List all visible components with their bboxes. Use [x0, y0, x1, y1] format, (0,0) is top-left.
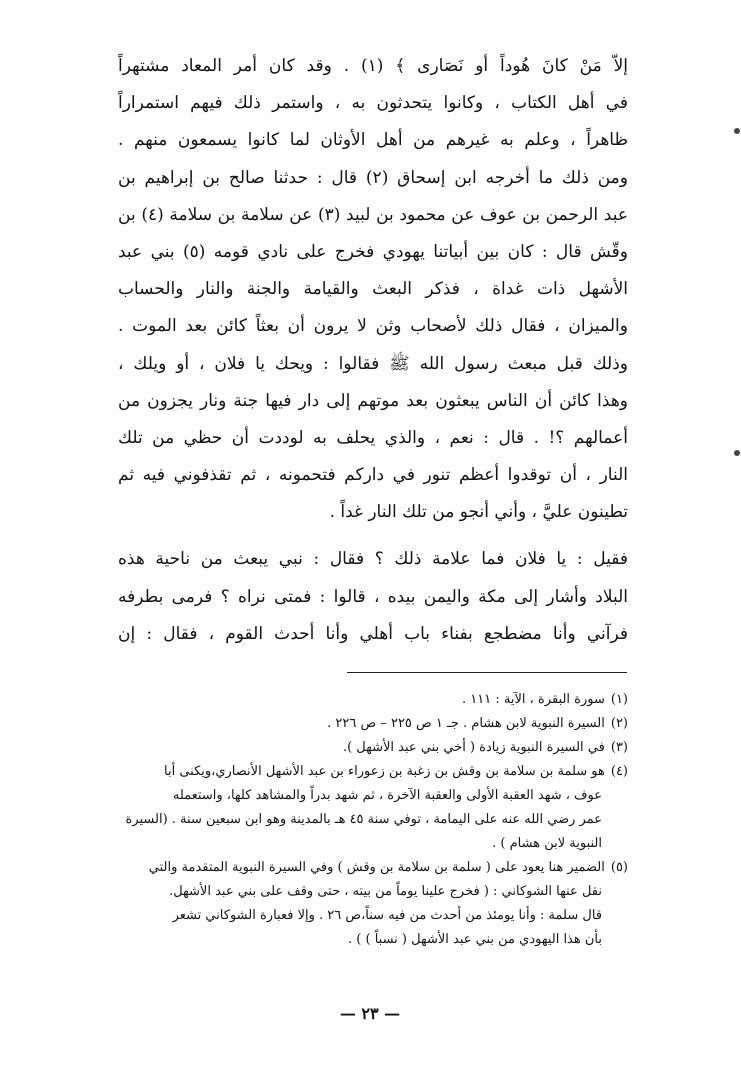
paragraph-gap	[118, 531, 628, 541]
footnote	[118, 688, 628, 712]
text-line: والميزان ، فقال ذلك لأصحاب وثن لا يرون أن بعثاً كائن بعد الموت .	[118, 316, 628, 337]
footnote-text: نقل عنها الشوكاني : ( فخرج علينا يوماً من بيته ، حتى وقف على بني عبد الأشهل.	[169, 884, 602, 899]
text-line: إلاّ مَنْ كانَ هُوداً أو نَصَارى ﴾ (١) . وقد كان أمر المعاد مشتهراً	[118, 56, 628, 76]
text-line: وقّش قال : كان بين أبياتنا يهودي فخرج على نادي قومه (٥) بني عبد	[118, 241, 628, 262]
footnote	[118, 736, 628, 760]
text-line: ومن ذلك ما أخرجه ابن إسحاق (٢) قال : حدثنا صالح بن إبراهيم بن	[118, 167, 628, 188]
footnote-text: سورة البقرة ، الآية : ١١١ .	[462, 692, 605, 707]
footnote-text: في السيرة النبوية زيادة ( أخي بني عبد الأشهل ).	[342, 740, 605, 755]
footnote-number: (٣)	[610, 740, 628, 755]
text-line: فقيل : يا فلان فما علامة ذلك ؟ فقال : نبي يبعث من ناحية هذه	[118, 549, 628, 570]
footnote-number: (٤)	[610, 764, 628, 779]
footnote-text: السيرة النبوية لابن هشام . جـ ١ ص ٢٢٥ – ص ٢٢٦ .	[327, 716, 605, 731]
margin-dot-top	[734, 128, 740, 134]
footnote-text: بأن هذا اليهودي من بني عبد الأشهل ( نسباً ) ) .	[348, 932, 602, 947]
text-line: تطينون عليَّ ، وأني أنجو من تلك النار غداً .	[329, 502, 628, 523]
text-line: ظاهراً ، وعلم به غيرهم من أهل الأوثان لما كانوا يسمعون منهم .	[118, 130, 628, 151]
footnote	[118, 712, 628, 736]
footnotes	[118, 688, 628, 952]
footnote-text: عوف ، شهد العقبة الأولى والعقبة الآخرة ، ثم شهد بدراً والمشاهد كلها، واستعمله	[172, 788, 602, 803]
page-number: — ٢٣ —	[339, 1004, 401, 1023]
main-text	[118, 48, 628, 653]
footnote	[118, 760, 628, 856]
text-line: وهذا كائن أن الناس يبعثون بعد موتهم إلى دار فيها جنة ونار يجزون من	[118, 390, 628, 411]
margin-dot-middle	[734, 450, 740, 456]
text-line: عبد الرحمن بن عوف عن محمود بن لبيد (٣) عن سلامة بن سلامة (٤) بن	[118, 204, 628, 225]
footnote-text: هو سلمة بن سلامة بن وقش بن زغبة بن زعوراء بن عبد الأشهل الأنصاري،ويكنى أبا	[164, 764, 605, 779]
text-line: أعمالهم ؟! . قال : نعم ، والذي يحلف به لوددت أن حظي من تلك	[118, 427, 628, 448]
text-line: النار ، أن توقدوا أعظم تنور في داركم فتحمونه ، ثم تقذفوني فيه ثم	[118, 465, 628, 486]
text-line: فرآني وأنا مضطجع بفناء باب أهلي وأنا أحدث القوم ، فقال : إن	[118, 623, 628, 644]
footnote-text: الضمير هنا يعود على ( سلمة بن سلامة بن وقش ) وفي السيرة النبوية المتقدمة والتي	[148, 860, 605, 875]
footnote-separator	[347, 672, 627, 673]
text-line: البلاد وأشار إلى مكة واليمن بيده ، قالوا : فمتى نراه ؟ فرمى بطرفه	[118, 586, 628, 607]
footnote	[118, 856, 628, 952]
footnote-number: (١)	[610, 692, 628, 707]
text-line: وذلك قبل مبعث رسول الله ﷺ فقالوا : ويحك يا فلان ، أو ويلك ،	[118, 353, 628, 374]
footnote-text: عمر رضي الله عنه على اليمامة ، توفي سنة ٤٥ هـ بالمدينة وهو ابن سبعين سنة . (السيرة	[125, 812, 602, 827]
footnote-text: قال سلمة : وأنا يومئذ من أحدث من فيه سناً،ص ٢٦ . وإلا فعبارة الشوكاني تشعر	[172, 908, 602, 923]
footnote-text: النبوية لابن هشام ) .	[492, 836, 602, 851]
footnote-number: (٢)	[610, 716, 628, 731]
text-line: الأشهل ذات غداة ، فذكر البعث والقيامة والجنة والنار والحساب	[118, 279, 628, 300]
text-line: في أهل الكتاب ، وكانوا يتحدثون به ، واستمر ذلك فيهم استمراراً	[118, 93, 628, 114]
footnote-number: (٥)	[610, 860, 628, 875]
